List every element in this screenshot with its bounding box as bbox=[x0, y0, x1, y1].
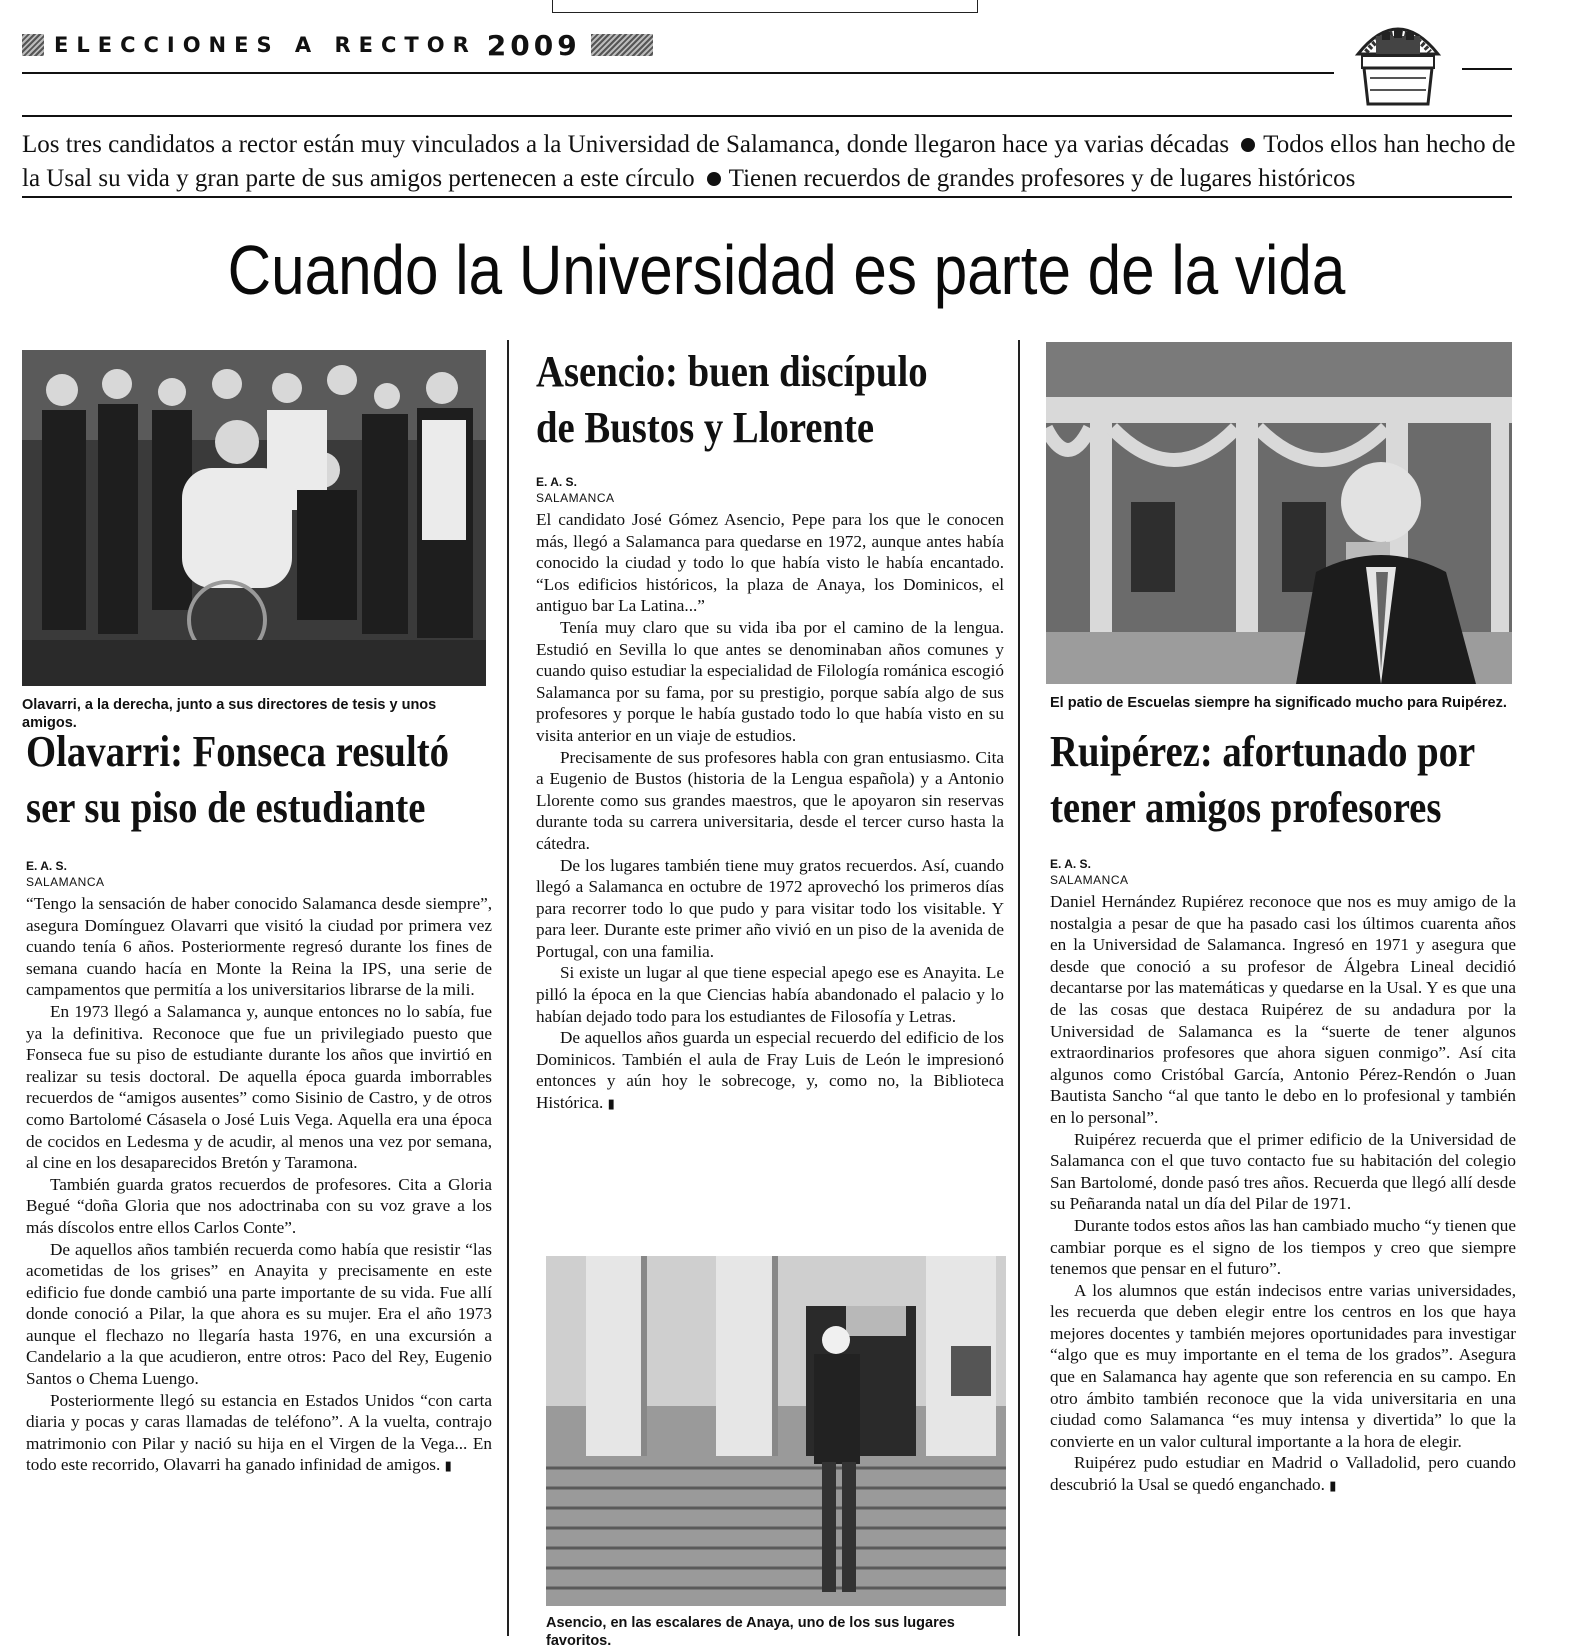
paragraph: Si existe un lugar al que tiene especial apego ese es Anayita. Le pilló la época en la que Ciencias había abandonado el palacio y lo habían dejado todo para los estudiantes de Filosofía y Letras. bbox=[536, 963, 1004, 1026]
summary-bottom-rule bbox=[22, 196, 1512, 198]
summary-text bbox=[22, 128, 1522, 196]
olavarri-group-photo bbox=[22, 350, 486, 686]
paragraph bbox=[536, 1027, 1004, 1115]
paragraph: El candidato José Gómez Asencio, Pepe para los que le conocen más, llegó a Salamanca para quedarse en 1972, aunque antes había conocido la ciudad y todo lo que había visto le había encantado. “Los edificios históricos, la plaza de Anaya, los Dominicos, el antiguo bar La Latina...” bbox=[536, 510, 1004, 616]
paragraph: Ruipérez recuerda que el primer edificio de la Universidad de Salamanca con el que tuvo contacto fue su habitación del colegio San Bartolomé, donde pasó tres años. Recuerda que llegó allí desde su Peñaranda natal un día del Pilar de 1971. bbox=[1050, 1129, 1516, 1214]
bullet-icon bbox=[1241, 138, 1255, 152]
header-rule bbox=[22, 72, 1334, 74]
summary-top-rule bbox=[22, 115, 1512, 117]
end-mark-icon: ▮ bbox=[1329, 1479, 1337, 1495]
paragraph: También guarda gratos recuerdos de profesores. Cita a Gloria Begué “doña Gloria que nos adoctrinaba con su voz grave a los más díscolos entre ellos Carlos Conte”. bbox=[26, 1174, 492, 1237]
university-crest-logo bbox=[1352, 8, 1444, 108]
paragraph: A los alumnos que están indecisos entre varias universidades, les recuerda que deben elegir entre los centros en los que haya mejores docentes y también mejores oportunidades para investigar “algo que es muy importante en el tema de los grados”. Asegura que en Salamanca hay agente que son referencia en su campo. En otro ámbito también reconoce que la vida universitaria en una ciudad como Salamanca “es muy intensa y divertida” lo que la convierte en un valor cultural importante a la hora de elegir. bbox=[1050, 1280, 1516, 1451]
paragraph: Durante todos estos años las han cambiado mucho “y tienen que cambiar porque es el signo de los tiempos y creo que siempre tenemos que pensar en el futuro”. bbox=[1050, 1215, 1516, 1279]
paragraph: En 1973 llegó a Salamanca y, aunque entonces no lo sabía, fue ya la definitiva. Reconoce que fue un privilegiado puesto que Fonseca fue su piso de estudiante durante los años que invirtió en realizar su tesis doctoral. De aquella época guarda imborrables recuerdos de “amigos ausentes” como Sisinio de Castro, y de otros como Bartolomé Cásasela o José Luis Vega. Aquella era una época de cocidos en Ledesma y de acudir, al menos una vez por semana, al cine en los desaparecidos Bretón y Taramona. bbox=[26, 1001, 492, 1173]
paragraph: De aquellos años también recuerda como había que resistir “las acometidas de los grises” en Anayita y precisamente en este edificio fue donde cambió una parte importante de su vida. Fue allí donde conoció a Pilar, la que ahora es su mujer. Era el año 1973 aunque el flechazo no llegaría hasta 1976, en una excursión a Candelario a la que acudieron, entre otros: Paco del Rey, Eugenio Santos o Chema Luengo. bbox=[26, 1239, 492, 1389]
olavarri-photo-caption: Olavarri, a la derecha, junto a sus directores de tesis y unos amigos. bbox=[22, 697, 437, 731]
paragraph bbox=[26, 1390, 492, 1478]
summary-item: Los tres candidatos a rector están muy vinculados a la Universidad de Salamanca, donde llegaron hace ya varias décadas bbox=[22, 131, 1230, 158]
headline-line: de Bustos y Llorente bbox=[536, 403, 875, 452]
paragraph: De los lugares también tiene muy gratos recuerdos. Así, cuando llegó a Salamanca en octubre de 1972 aprovechó los primeros días para recorrer todo lo que pudo y para visitar todo los visitable. Y para leer. Durante este primer año vivió en un piso de la avenida de Portugal, con una familia. bbox=[536, 855, 1004, 961]
asencio-headline bbox=[536, 344, 1011, 456]
section-hatch-left bbox=[22, 34, 44, 56]
ruiperez-byline: E. A. S. bbox=[1050, 857, 1091, 871]
paragraph-text: Ruipérez pudo estudiar en Madrid o Valladolid, pero cuando descubrió la Usal se quedó enganchado. bbox=[1050, 1453, 1516, 1495]
column-rule bbox=[507, 340, 509, 1636]
paragraph: “Tengo la sensación de haber conocido Salamanca desde siempre”, asegura Domínguez Olavarri que visitó la ciudad por primera vez cuando tenía 6 años. Posteriormente regresó durante los fines de semana cuando hacía en Monte la Reina la IPS, una serie de campamentos que permitía a los universitarios librarse de la mili. bbox=[26, 894, 492, 1000]
headline-line: tener amigos profesores bbox=[1050, 783, 1442, 832]
headline-line: ser su piso de estudiante bbox=[26, 783, 426, 832]
paragraph-text: Posteriormente llegó su estancia en Estados Unidos “con carta diaria y pocas y caras llamadas de teléfono”. A la vuelta, contrajo matrimonio con Pilar y nació su hija en el Virgen de la Vega... En todo este recorrido, Olavarri ha ganado infinidad de amigos. bbox=[26, 1390, 492, 1475]
olavarri-body bbox=[26, 893, 492, 1478]
asencio-photo-caption: Asencio, en las escalares de Anaya, uno de los sus lugares favoritos. bbox=[546, 1615, 955, 1649]
headline-line: Asencio: buen discípulo bbox=[536, 347, 928, 396]
main-headline: Cuando la Universidad es parte de la vida bbox=[227, 231, 1346, 309]
ruiperez-patio-photo bbox=[1046, 342, 1512, 684]
end-mark-icon: ▮ bbox=[444, 1459, 452, 1475]
column-rule bbox=[1018, 340, 1020, 1636]
headline-line: Ruipérez: afortunado por bbox=[1050, 727, 1476, 776]
olavarri-byline: E. A. S. bbox=[26, 859, 67, 873]
asencio-body bbox=[536, 509, 1004, 1116]
header-rule-right bbox=[1462, 68, 1512, 70]
paragraph bbox=[1050, 1452, 1516, 1497]
section-hatch-right bbox=[591, 34, 653, 56]
section-year: 2009 bbox=[486, 28, 581, 62]
summary-item: Todos ellos han hecho de la Usal su vida y gran parte de sus amigos pertenecen a este círculo bbox=[22, 131, 1516, 192]
ruiperez-headline bbox=[1050, 724, 1525, 836]
olavarri-place: SALAMANCA bbox=[26, 875, 105, 889]
section-label: ELECCIONES A RECTOR bbox=[54, 33, 477, 57]
end-mark-icon: ▮ bbox=[607, 1097, 615, 1113]
bullet-icon bbox=[707, 172, 721, 186]
summary-item: Tienen recuerdos de grandes profesores y de lugares históricos bbox=[728, 165, 1356, 192]
paragraph-text: De aquellos años guarda un especial recuerdo del edificio de los Dominicos. También el aula de Fray Luis de León le impresionó entonces y aún hoy le sobrecoge, y, como no, la Biblioteca Histórica. bbox=[536, 1028, 1004, 1113]
paragraph: Tenía muy claro que su vida iba por el camino de la lengua. Estudió en Sevilla lo que antes se denominaban años comunes y cuando quiso estudiar la especialidad de Filología románica escogió Salamanca por su fama, por su prestigio, porque sabía algo de sus profesores y porque le había gustado todo lo que había visto en su visita anterior en un viaje de estudios. bbox=[536, 617, 1004, 745]
ruiperez-place: SALAMANCA bbox=[1050, 873, 1129, 887]
paragraph: Precisamente de sus profesores habla con gran entusiasmo. Cita a Eugenio de Bustos (historia de la Lengua española) y a Antonio Llorente como sus grandes maestros, que le apoyaron sin reservas durante toda su carrera universitaria, desde el tercer curso hasta la cátedra. bbox=[536, 747, 1004, 853]
paragraph: Daniel Hernández Rupiérez reconoce que nos es muy amigo de la nostalgia a pesar de que ha pasado casi los últimos cuarenta años en la Universidad de Salamanca. Ingresó en 1971 y asegura que desde que conoció a su profesor de Álgebra Lineal decidió decantarse por las matemáticas y quedarse en la Usal. Y es que una de las cosas que destaca Ruipérez de su andadura por la Universidad de Salamanca es la “suerte de tener algunos extraordinarios profesores que ahora siguen conmigo”. Así cita algunos como Cristóbal García, Antonio Pérez-Rendón o Juan Bautista Sancho “al que tanto le debo en lo profesional y también en lo personal”. bbox=[1050, 892, 1516, 1127]
ruiperez-photo-caption: El patio de Escuelas siempre ha significado mucho para Ruipérez. bbox=[1050, 695, 1507, 711]
top-frame bbox=[552, 0, 978, 13]
asencio-byline: E. A. S. bbox=[536, 475, 577, 489]
ruiperez-body bbox=[1050, 891, 1516, 1498]
asencio-place: SALAMANCA bbox=[536, 491, 615, 505]
section-tag bbox=[22, 30, 653, 60]
olavarri-headline bbox=[26, 724, 501, 836]
headline-line: Olavarri: Fonseca resultó bbox=[26, 727, 449, 776]
asencio-stairs-photo bbox=[546, 1256, 1006, 1606]
